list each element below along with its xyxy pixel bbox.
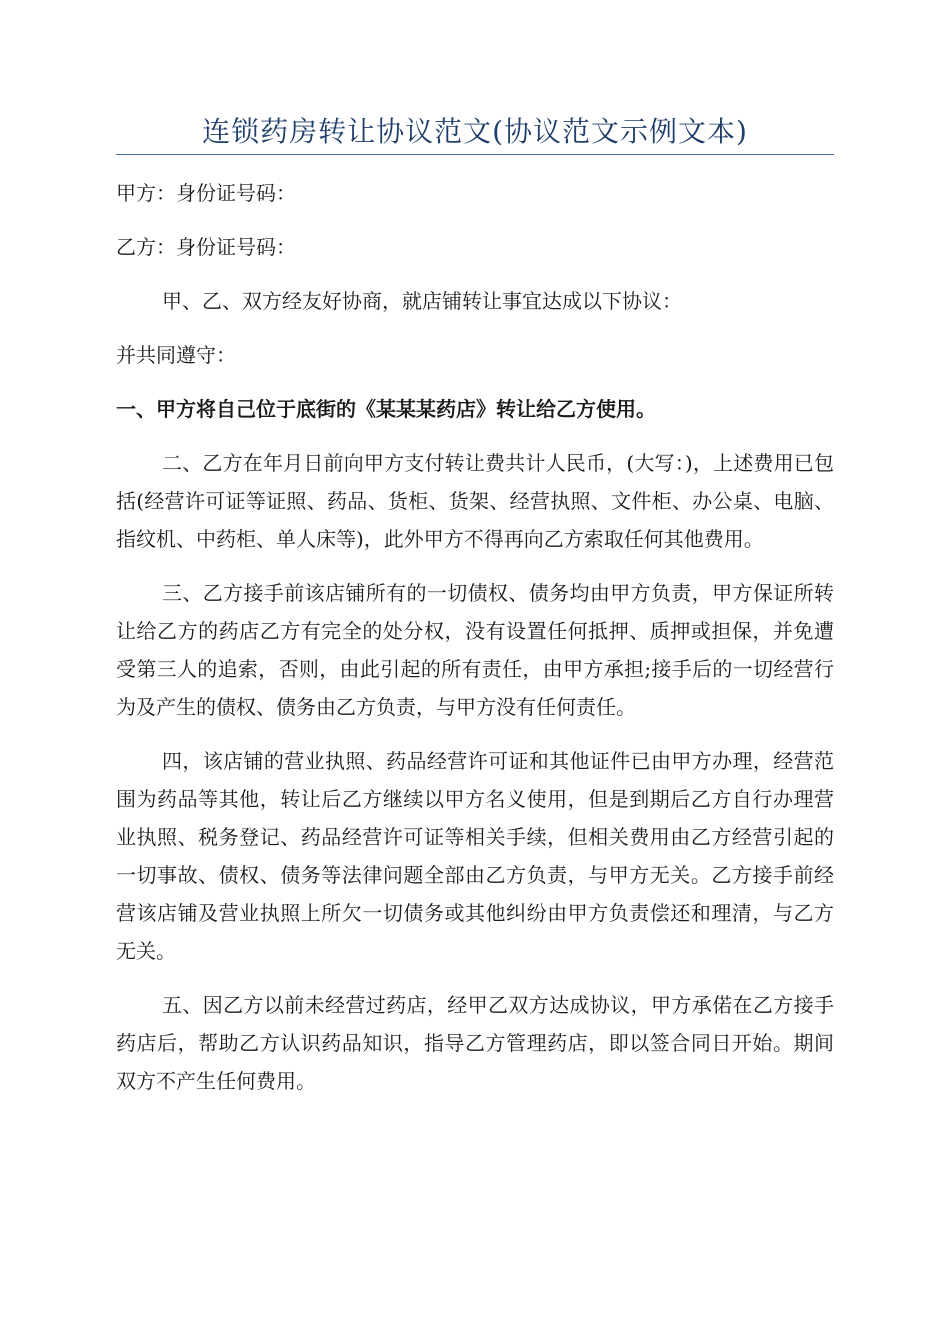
clause-4: 四，该店铺的营业执照、药品经营许可证和其他证件已由甲方办理，经营范围为药品等其他，转让后乙方继续以甲方名义使用，但是到期后乙方自行办理营业执照、税务登记、药品经营许可证等相关手续，但相关费用由乙方经营引起的一切事故、债权、债务等法律问题全部由乙方负责，与甲方无关。乙方接手前经营该店铺及营业执照上所欠一切债务或其他纠纷由甲方负责偿还和理清，与乙方无关。 <box>116 749 834 963</box>
document-title: 连锁药房转让协议范文(协议范文示例文本) <box>202 115 748 148</box>
clause-3: 三、乙方接手前该店铺所有的一切债权、债务均由甲方负责，甲方保证所转让给乙方的药店乙方有完全的处分权，没有设置任何抵押、质押或担保，并免遭受第三人的追索，否则，由此引起的所有责任，由甲方承担;接手后的一切经营行为及产生的债权、债务由乙方负责，与甲方没有任何责任。 <box>116 581 834 719</box>
clause-1: 一、甲方将自己位于底街的《某某某药店》转让给乙方使用。 <box>116 397 656 421</box>
clause-2: 二、乙方在年月日前向甲方支付转让费共计人民币，(大写：)，上述费用已包括(经营许可证等证照、药品、货柜、货架、经营执照、文件柜、办公桌、电脑、指纹机、中药柜、单人床等)，此外甲方不得再向乙方索取任何其他费用。 <box>116 451 834 551</box>
party-a-line: 甲方：身份证号码： <box>116 181 296 205</box>
party-b-line: 乙方：身份证号码： <box>116 235 296 259</box>
title-divider <box>116 154 834 155</box>
clause-5: 五、因乙方以前未经营过药店，经甲乙双方达成协议，甲方承偌在乙方接手药店后，帮助乙方认识药品知识，指导乙方管理药店，即以签合同日开始。期间双方不产生任何费用。 <box>116 993 834 1093</box>
comply-line: 并共同遵守： <box>116 343 236 367</box>
document-body <box>116 174 834 1116</box>
intro-paragraph: 甲、乙、双方经友好协商，就店铺转让事宜达成以下协议： <box>162 289 682 313</box>
